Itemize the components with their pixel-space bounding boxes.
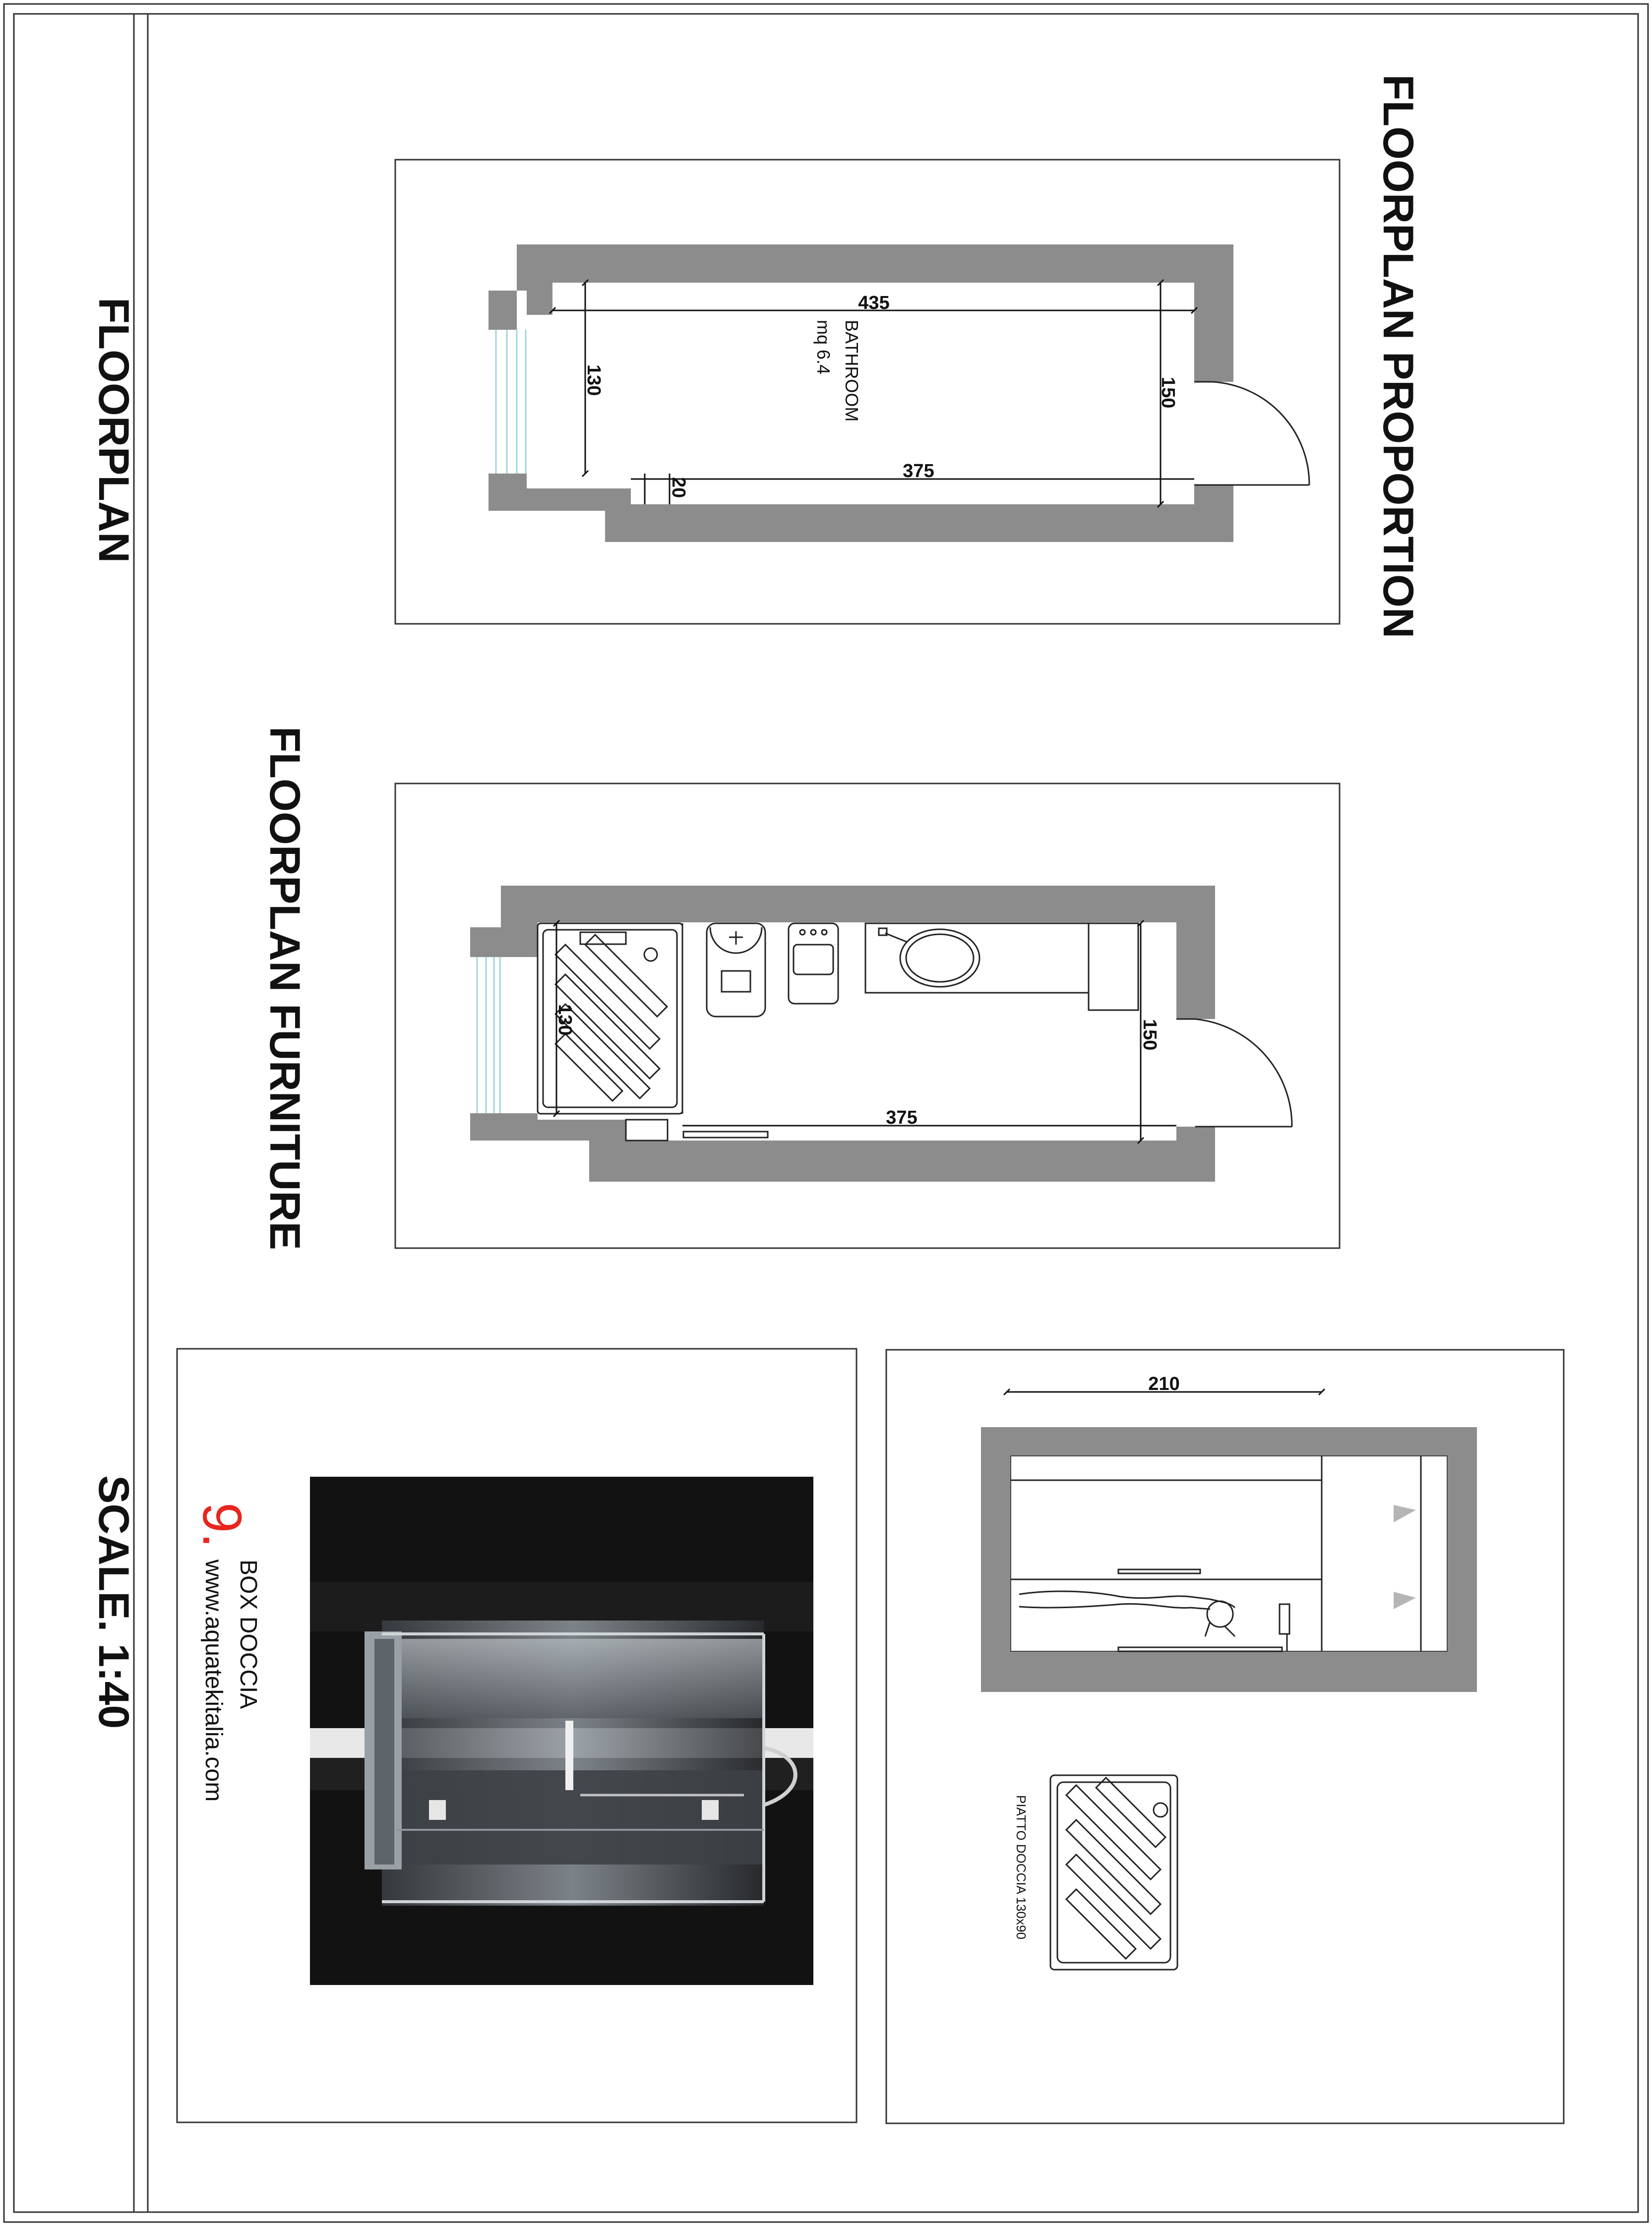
tray-label: PIATTO DOCCIA 130x90 [1014, 1795, 1029, 1939]
plan-proportion [395, 74, 1422, 638]
section-room [1011, 1456, 1447, 1651]
plan-proportion-title: FLOORPLAN PROPORTION [1374, 74, 1422, 639]
window [489, 330, 527, 474]
toilet [707, 923, 765, 1017]
threshold [683, 1132, 768, 1138]
window [470, 957, 501, 1113]
sink-counter [865, 923, 1089, 993]
door [1176, 1019, 1292, 1127]
bench [626, 1120, 668, 1141]
product-url: www.aquatekitalia.com [200, 1560, 227, 1802]
plan-furniture-title: FLOORPLAN FURNITURE [261, 726, 308, 1250]
dim-width-right: 150 [1158, 377, 1178, 409]
product-number: 9. [191, 1503, 252, 1548]
dim-width-left: 130 [583, 364, 604, 396]
dim-top: 210 [1148, 1374, 1180, 1394]
product-panel [177, 1349, 857, 2122]
room-area: mq 6.4 [813, 320, 834, 375]
room-name: BATHROOM [842, 320, 862, 422]
dim-width-right: 150 [1139, 1019, 1160, 1051]
tray-plan [1050, 1775, 1177, 1970]
plan-furniture [261, 726, 1340, 1250]
cabinet [1089, 923, 1138, 1010]
sheet-title: FLOORPLAN [90, 298, 137, 563]
furniture-walls-bottom [470, 1113, 1215, 1182]
plan-proportion-frame [395, 160, 1340, 624]
scale-label: SCALE. 1:40 [90, 1475, 137, 1729]
dim-length-top: 435 [858, 293, 890, 313]
dim-length-bottom: 375 [886, 1107, 918, 1128]
dimension-lines [550, 280, 1197, 507]
door [1194, 382, 1309, 485]
walls-bottom [489, 474, 1233, 542]
dim-step: 20 [668, 477, 689, 498]
product-name: BOX DOCCIA [235, 1560, 261, 1709]
dim-width-left: 130 [554, 1004, 575, 1036]
section-panel [886, 1350, 1564, 2123]
dim-length-bottom: 375 [903, 461, 934, 481]
furniture-walls [470, 886, 1215, 1019]
shower-box-photo [310, 1477, 813, 1985]
bidet [789, 923, 838, 1004]
